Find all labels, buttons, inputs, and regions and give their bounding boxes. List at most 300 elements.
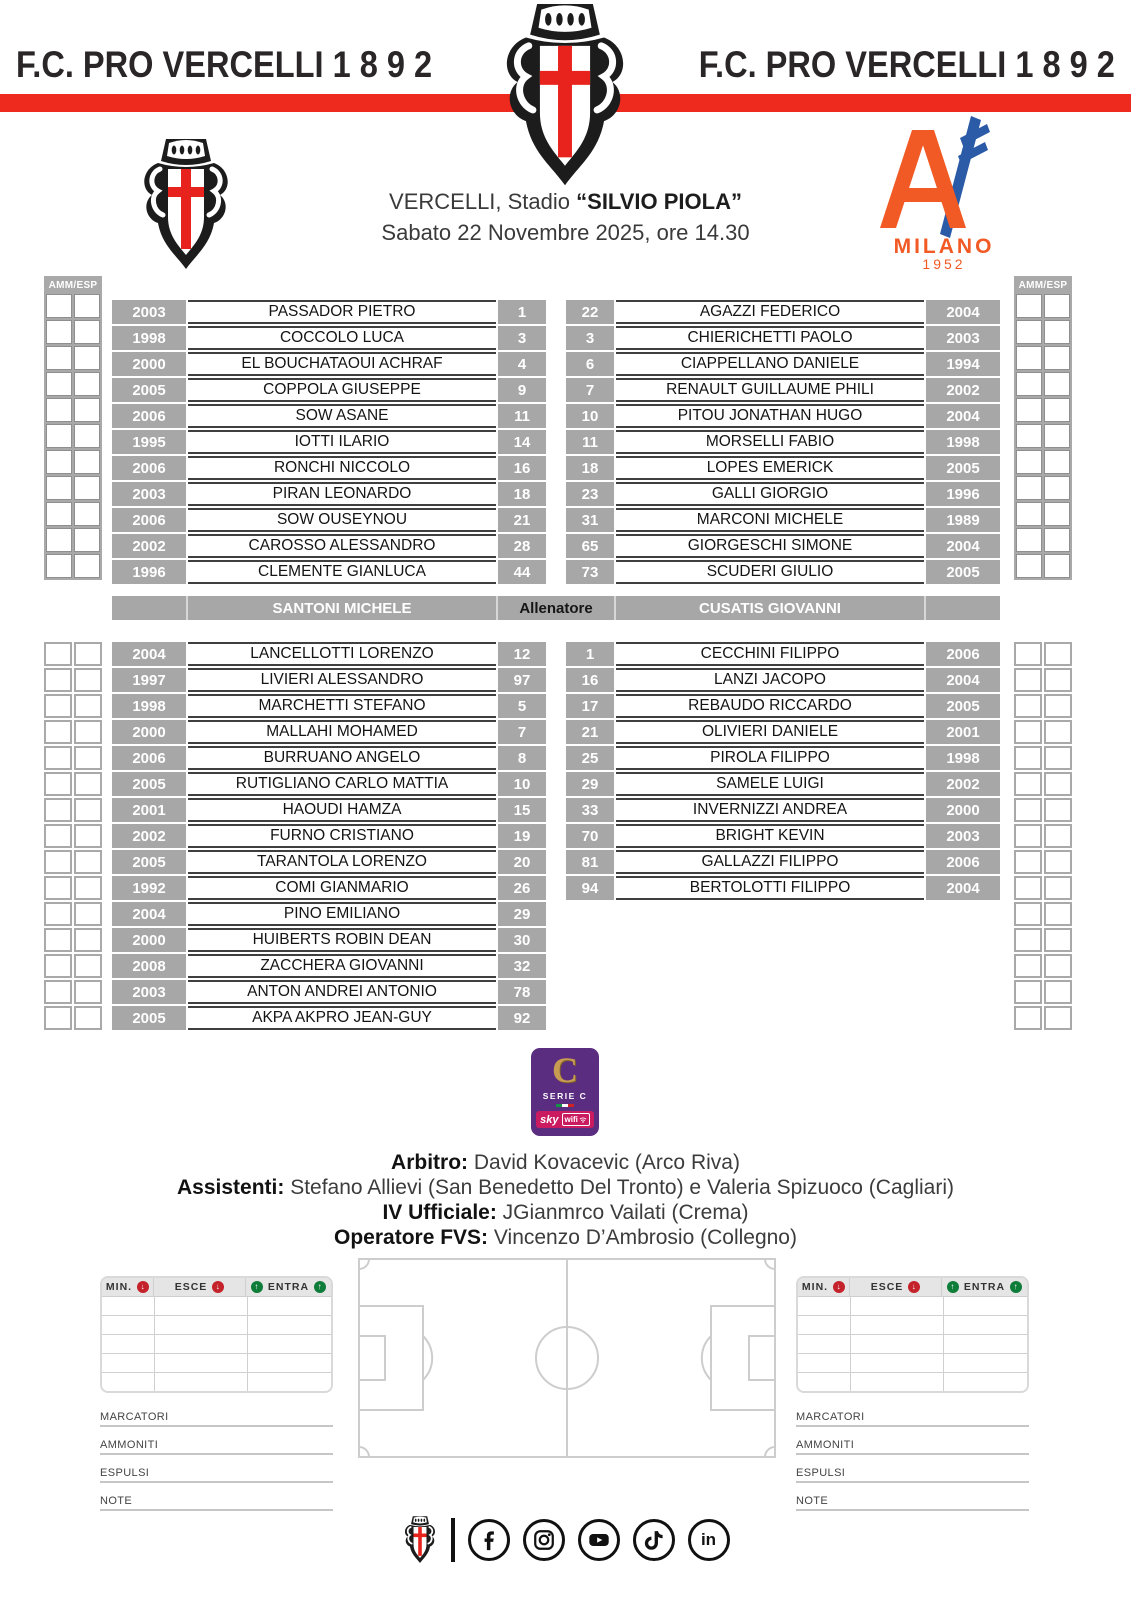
player-name: AKPA AKPRO JEAN-GUY (188, 1006, 496, 1030)
player-birth-year: 1998 (112, 694, 186, 718)
player-number: 23 (566, 482, 614, 506)
player-row (112, 798, 546, 822)
away-coach-name: CUSATIS GIOVANNI (614, 596, 924, 620)
player-row (566, 824, 1000, 848)
amm-esp-checkbox (1016, 372, 1042, 396)
player-number: 32 (498, 954, 546, 978)
player-birth-year: 2003 (112, 482, 186, 506)
amm-esp-checkbox (1016, 554, 1042, 578)
player-birth-year: 2005 (112, 1006, 186, 1030)
amm-esp-checkbox (1044, 980, 1072, 1004)
amm-esp-checkbox (1044, 502, 1070, 526)
player-number: 81 (566, 850, 614, 874)
amm-esp-grid (46, 294, 100, 578)
player-number: 94 (566, 876, 614, 900)
player-birth-year: 2006 (926, 850, 1000, 874)
player-name: PASSADOR PIETRO (188, 300, 496, 324)
amm-esp-checkbox (1016, 346, 1042, 370)
player-row (112, 694, 546, 718)
entra-cell (248, 1354, 331, 1372)
player-number: 10 (498, 772, 546, 796)
player-number: 21 (566, 720, 614, 744)
player-name: COCCOLO LUCA (188, 326, 496, 350)
subs-empty-row (798, 1334, 1027, 1353)
coach-strip-spacer (924, 596, 1000, 620)
footer (0, 1516, 1131, 1564)
venue-text: VERCELLI, Stadio (389, 189, 577, 214)
home-starters-table (112, 300, 546, 586)
official-name: Vincenzo D’Ambrosio (Collegno) (488, 1226, 797, 1249)
player-name: COPPOLA GIUSEPPE (188, 378, 496, 402)
player-row (112, 326, 546, 350)
player-number: 15 (498, 798, 546, 822)
amm-esp-checkbox (44, 876, 72, 900)
notes-label: ESPULSI (796, 1467, 846, 1479)
player-row (566, 668, 1000, 692)
entra-cell (248, 1373, 331, 1391)
player-name: ANTON ANDREI ANTONIO (188, 980, 496, 1004)
player-number: 11 (566, 430, 614, 454)
player-number: 25 (566, 746, 614, 770)
amm-esp-checkbox (74, 476, 100, 500)
player-number: 29 (566, 772, 614, 796)
amm-esp-checkbox (74, 294, 100, 318)
amm-esp-bench-grid-away (1014, 642, 1072, 1030)
amm-esp-checkbox (74, 372, 100, 396)
amm-esp-checkbox (1044, 772, 1072, 796)
player-birth-year: 2004 (926, 876, 1000, 900)
subs-table (100, 1276, 333, 1393)
amm-esp-checkbox (1044, 450, 1070, 474)
min-cell (798, 1316, 851, 1334)
subs-table-header (102, 1278, 331, 1297)
player-birth-year: 1998 (926, 430, 1000, 454)
player-number: 29 (498, 902, 546, 926)
player-name: SCUDERI GIULIO (616, 560, 924, 584)
player-name: EL BOUCHATAOUI ACHRAF (188, 352, 496, 376)
amm-esp-checkbox (74, 450, 100, 474)
player-row (566, 772, 1000, 796)
coach-label: Allenatore (496, 596, 614, 620)
player-name: GIORGESCHI SIMONE (616, 534, 924, 558)
subs-empty-row (798, 1297, 1027, 1315)
subs-block-away (796, 1276, 1029, 1511)
player-name: COMI GIANMARIO (188, 876, 496, 900)
player-number: 18 (498, 482, 546, 506)
notes-label: AMMONITI (796, 1439, 855, 1451)
player-row (112, 352, 546, 376)
min-label: MIN. (105, 1281, 133, 1293)
amm-esp-checkbox (1016, 502, 1042, 526)
esce-cell (851, 1354, 944, 1372)
amm-esp-checkbox (44, 928, 72, 952)
player-birth-year: 2006 (112, 456, 186, 480)
amm-esp-checkbox (44, 954, 72, 978)
player-number: 1 (498, 300, 546, 324)
amm-esp-label: AMM/ESP (48, 280, 98, 291)
amm-esp-checkbox (74, 902, 102, 926)
player-name: CECCHINI FILIPPO (616, 642, 924, 666)
player-row (112, 378, 546, 402)
player-name: OLIVIERI DANIELE (616, 720, 924, 744)
player-row (566, 850, 1000, 874)
player-row (566, 746, 1000, 770)
subs-empty-row (102, 1353, 331, 1372)
notes-label: NOTE (100, 1495, 133, 1507)
player-name: PINO EMILIANO (188, 902, 496, 926)
player-birth-year: 2003 (112, 300, 186, 324)
esce-label: ESCE (870, 1281, 904, 1293)
player-name: PIROLA FILIPPO (616, 746, 924, 770)
player-number: 21 (498, 508, 546, 532)
amm-esp-checkbox (1014, 954, 1042, 978)
player-number: 3 (498, 326, 546, 350)
player-row (112, 824, 546, 848)
esce-label: ESCE (174, 1281, 208, 1293)
player-number: 7 (566, 378, 614, 402)
player-number: 18 (566, 456, 614, 480)
amm-esp-checkbox (46, 372, 72, 396)
player-birth-year: 1994 (926, 352, 1000, 376)
player-birth-year: 2002 (112, 824, 186, 848)
player-name: LANZI JACOPO (616, 668, 924, 692)
serie-c-badge (531, 1048, 599, 1136)
player-number: 8 (498, 746, 546, 770)
player-name: LANCELLOTTI LORENZO (188, 642, 496, 666)
min-cell (798, 1297, 851, 1315)
amm-esp-checkbox (74, 668, 102, 692)
player-row (112, 430, 546, 454)
player-birth-year: 2003 (112, 980, 186, 1004)
player-number: 3 (566, 326, 614, 350)
player-name: BERTOLOTTI FILIPPO (616, 876, 924, 900)
italian-flag-icon (556, 1104, 574, 1107)
amm-esp-checkbox (1044, 824, 1072, 848)
player-name: CHIERICHETTI PAOLO (616, 326, 924, 350)
amm-esp-checkbox (1014, 876, 1042, 900)
amm-esp-checkbox (1044, 850, 1072, 874)
player-row (112, 668, 546, 692)
player-row (566, 560, 1000, 584)
amm-esp-checkbox (74, 720, 102, 744)
amm-esp-checkbox (74, 694, 102, 718)
notes-lines (100, 1399, 333, 1511)
amm-esp-checkbox (1016, 476, 1042, 500)
entra-label: ENTRA (267, 1281, 310, 1293)
min-cell (798, 1335, 851, 1353)
tiktok-icon[interactable] (633, 1519, 675, 1561)
amm-esp-checkbox (74, 876, 102, 900)
player-row (566, 694, 1000, 718)
esce-cell (155, 1316, 248, 1334)
youtube-icon[interactable] (578, 1519, 620, 1561)
sub-out-icon: ↓ (137, 1281, 149, 1293)
subs-empty-row (102, 1372, 331, 1391)
player-name: LOPES EMERICK (616, 456, 924, 480)
player-name: TARANTOLA LORENZO (188, 850, 496, 874)
player-name: GALLAZZI FILIPPO (616, 850, 924, 874)
player-row (566, 876, 1000, 900)
esce-cell (155, 1354, 248, 1372)
player-name: REBAUDO RICCARDO (616, 694, 924, 718)
player-name: CIAPPELLANO DANIELE (616, 352, 924, 376)
sub-in-icon: ↑ (251, 1281, 263, 1293)
club-title-left: F.C. PRO VERCELLI 1 8 9 2 (16, 44, 433, 85)
player-row (566, 456, 1000, 480)
player-birth-year: 1989 (926, 508, 1000, 532)
player-number: 31 (566, 508, 614, 532)
player-row (566, 720, 1000, 744)
amm-esp-checkbox (44, 798, 72, 822)
sub-in-icon: ↑ (314, 1281, 326, 1293)
amm-esp-checkbox (1014, 798, 1042, 822)
player-number: 16 (566, 668, 614, 692)
amm-esp-checkbox (74, 798, 102, 822)
instagram-icon[interactable] (523, 1519, 565, 1561)
player-name: LIVIERI ALESSANDRO (188, 668, 496, 692)
subs-empty-row (798, 1315, 1027, 1334)
player-number: 7 (498, 720, 546, 744)
player-number: 4 (498, 352, 546, 376)
min-cell (102, 1354, 155, 1372)
home-coach-name: SANTONI MICHELE (186, 596, 496, 620)
player-birth-year: 2006 (112, 746, 186, 770)
amm-esp-checkbox (74, 398, 100, 422)
serie-c-label: SERIE C (542, 1091, 588, 1101)
subs-rows (798, 1297, 1027, 1391)
amm-esp-checkbox (1014, 720, 1042, 744)
amm-esp-label: AMM/ESP (1018, 280, 1068, 291)
amm-esp-panel-away (1014, 276, 1072, 580)
min-label: MIN. (801, 1281, 829, 1293)
player-number: 97 (498, 668, 546, 692)
official-role-label: Operatore FVS: (334, 1226, 489, 1249)
subs-empty-row (102, 1315, 331, 1334)
player-name: FURNO CRISTIANO (188, 824, 496, 848)
sub-in-icon: ↑ (947, 1281, 959, 1293)
player-row (566, 534, 1000, 558)
player-row (112, 902, 546, 926)
player-birth-year: 2003 (926, 326, 1000, 350)
amm-esp-checkbox (1014, 668, 1042, 692)
player-birth-year: 1995 (112, 430, 186, 454)
player-number: 9 (498, 378, 546, 402)
entra-cell (944, 1354, 1027, 1372)
player-birth-year: 1992 (112, 876, 186, 900)
player-name: MARCHETTI STEFANO (188, 694, 496, 718)
player-row (566, 352, 1000, 376)
subs-table-header (798, 1278, 1027, 1297)
amm-esp-checkbox (1044, 528, 1070, 552)
min-cell (102, 1297, 155, 1315)
sub-out-icon: ↓ (212, 1281, 224, 1293)
player-row (112, 876, 546, 900)
amm-esp-checkbox (1044, 876, 1072, 900)
official-role-label: Assistenti: (177, 1176, 285, 1199)
player-birth-year: 2004 (926, 668, 1000, 692)
entra-cell (944, 1297, 1027, 1315)
amm-esp-checkbox (44, 746, 72, 770)
entra-cell (944, 1335, 1027, 1353)
amm-esp-checkbox (44, 850, 72, 874)
player-name: SOW OUSEYNOU (188, 508, 496, 532)
player-birth-year: 2006 (112, 508, 186, 532)
linkedin-icon[interactable] (688, 1519, 730, 1561)
player-birth-year: 2000 (926, 798, 1000, 822)
amm-esp-checkbox (74, 980, 102, 1004)
amm-esp-checkbox (46, 294, 72, 318)
amm-esp-checkbox (44, 772, 72, 796)
notes-label: MARCATORI (100, 1411, 169, 1423)
esce-cell (155, 1297, 248, 1315)
amm-esp-checkbox (1016, 528, 1042, 552)
sky-wifi-logo (536, 1111, 594, 1128)
notes-label: MARCATORI (796, 1411, 865, 1423)
player-birth-year: 2002 (112, 534, 186, 558)
amm-esp-checkbox (1044, 928, 1072, 952)
amm-esp-checkbox (1014, 694, 1042, 718)
entra-cell (248, 1297, 331, 1315)
amm-esp-checkbox (1014, 850, 1042, 874)
player-birth-year: 2000 (112, 720, 186, 744)
player-birth-year: 2004 (112, 642, 186, 666)
player-row (566, 798, 1000, 822)
notes-line (796, 1483, 1029, 1511)
player-row (112, 980, 546, 1004)
amm-esp-checkbox (74, 824, 102, 848)
player-number: 73 (566, 560, 614, 584)
player-name: RUTIGLIANO CARLO MATTIA (188, 772, 496, 796)
amm-esp-checkbox (1014, 746, 1042, 770)
player-number: 10 (566, 404, 614, 428)
player-birth-year: 2004 (926, 534, 1000, 558)
player-birth-year: 2002 (926, 378, 1000, 402)
official-line (0, 1200, 1131, 1225)
player-row (112, 300, 546, 324)
esce-cell (851, 1335, 944, 1353)
amm-esp-checkbox (46, 528, 72, 552)
amm-esp-checkbox (1014, 824, 1042, 848)
entra-cell (248, 1316, 331, 1334)
player-name: AGAZZI FEDERICO (616, 300, 924, 324)
coach-strip (112, 596, 1000, 620)
min-cell (102, 1335, 155, 1353)
amm-esp-checkbox (46, 424, 72, 448)
amm-esp-checkbox (1014, 1006, 1042, 1030)
amm-esp-checkbox (1044, 372, 1070, 396)
footer-separator (451, 1518, 455, 1562)
player-number: 1 (566, 642, 614, 666)
amm-esp-checkbox (74, 528, 100, 552)
player-birth-year: 2002 (926, 772, 1000, 796)
amm-esp-checkbox (44, 720, 72, 744)
amm-esp-checkbox (1016, 294, 1042, 318)
player-birth-year: 2005 (112, 850, 186, 874)
amm-esp-panel-home (44, 276, 102, 580)
player-row (112, 482, 546, 506)
official-line (0, 1225, 1131, 1250)
player-birth-year: 2001 (926, 720, 1000, 744)
amm-esp-checkbox (74, 320, 100, 344)
player-number: 44 (498, 560, 546, 584)
coach-strip-spacer (112, 596, 186, 620)
player-number: 30 (498, 928, 546, 952)
amm-esp-checkbox (1016, 424, 1042, 448)
amm-esp-checkbox (44, 902, 72, 926)
min-cell (102, 1316, 155, 1334)
amm-esp-checkbox (44, 824, 72, 848)
pro-vercelli-crest-footer (402, 1516, 438, 1564)
amm-esp-checkbox (1044, 694, 1072, 718)
amm-esp-checkbox (1044, 642, 1072, 666)
amm-esp-checkbox (1044, 554, 1070, 578)
player-name: HUIBERTS ROBIN DEAN (188, 928, 496, 952)
notes-line (796, 1427, 1029, 1455)
serie-c-logo-c: C (552, 1050, 578, 1090)
official-name: JGianmrco Vailati (Crema) (496, 1201, 749, 1224)
amm-esp-checkbox (74, 746, 102, 770)
amm-esp-checkbox (1044, 954, 1072, 978)
facebook-icon[interactable] (468, 1519, 510, 1561)
player-row (112, 720, 546, 744)
player-birth-year: 1998 (926, 746, 1000, 770)
amm-esp-checkbox (1044, 398, 1070, 422)
player-birth-year: 2005 (112, 772, 186, 796)
min-cell (102, 1373, 155, 1391)
esce-cell (851, 1316, 944, 1334)
official-role-label: IV Ufficiale: (382, 1201, 497, 1224)
player-name: RONCHI NICCOLO (188, 456, 496, 480)
player-birth-year: 2008 (112, 954, 186, 978)
amm-esp-checkbox (1044, 668, 1072, 692)
home-bench-table (112, 642, 546, 1032)
amm-esp-checkbox (74, 772, 102, 796)
player-number: 17 (566, 694, 614, 718)
amm-esp-checkbox (1044, 746, 1072, 770)
notes-line (100, 1455, 333, 1483)
player-row (112, 642, 546, 666)
player-name: INVERNIZZI ANDREA (616, 798, 924, 822)
player-row (112, 404, 546, 428)
year-1952-text: 1952 (922, 256, 966, 272)
entra-cell (944, 1373, 1027, 1391)
player-number: 22 (566, 300, 614, 324)
player-birth-year: 2005 (926, 560, 1000, 584)
amm-esp-checkbox (44, 694, 72, 718)
player-row (112, 534, 546, 558)
player-row (566, 326, 1000, 350)
subs-empty-row (798, 1372, 1027, 1391)
amm-esp-checkbox (1044, 320, 1070, 344)
player-number: 26 (498, 876, 546, 900)
notes-line (796, 1399, 1029, 1427)
player-number: 20 (498, 850, 546, 874)
amm-esp-checkbox (46, 346, 72, 370)
notes-label: AMMONITI (100, 1439, 159, 1451)
player-row (566, 404, 1000, 428)
official-name: David Kovacevic (Arco Riva) (468, 1151, 740, 1174)
player-row (112, 560, 546, 584)
away-bench-table (566, 642, 1000, 902)
player-row (566, 642, 1000, 666)
amm-esp-checkbox (1016, 450, 1042, 474)
player-name: MARCONI MICHELE (616, 508, 924, 532)
player-name: HAOUDI HAMZA (188, 798, 496, 822)
player-name: PIRAN LEONARDO (188, 482, 496, 506)
player-number: 16 (498, 456, 546, 480)
min-cell (798, 1354, 851, 1372)
amm-esp-checkbox (44, 642, 72, 666)
